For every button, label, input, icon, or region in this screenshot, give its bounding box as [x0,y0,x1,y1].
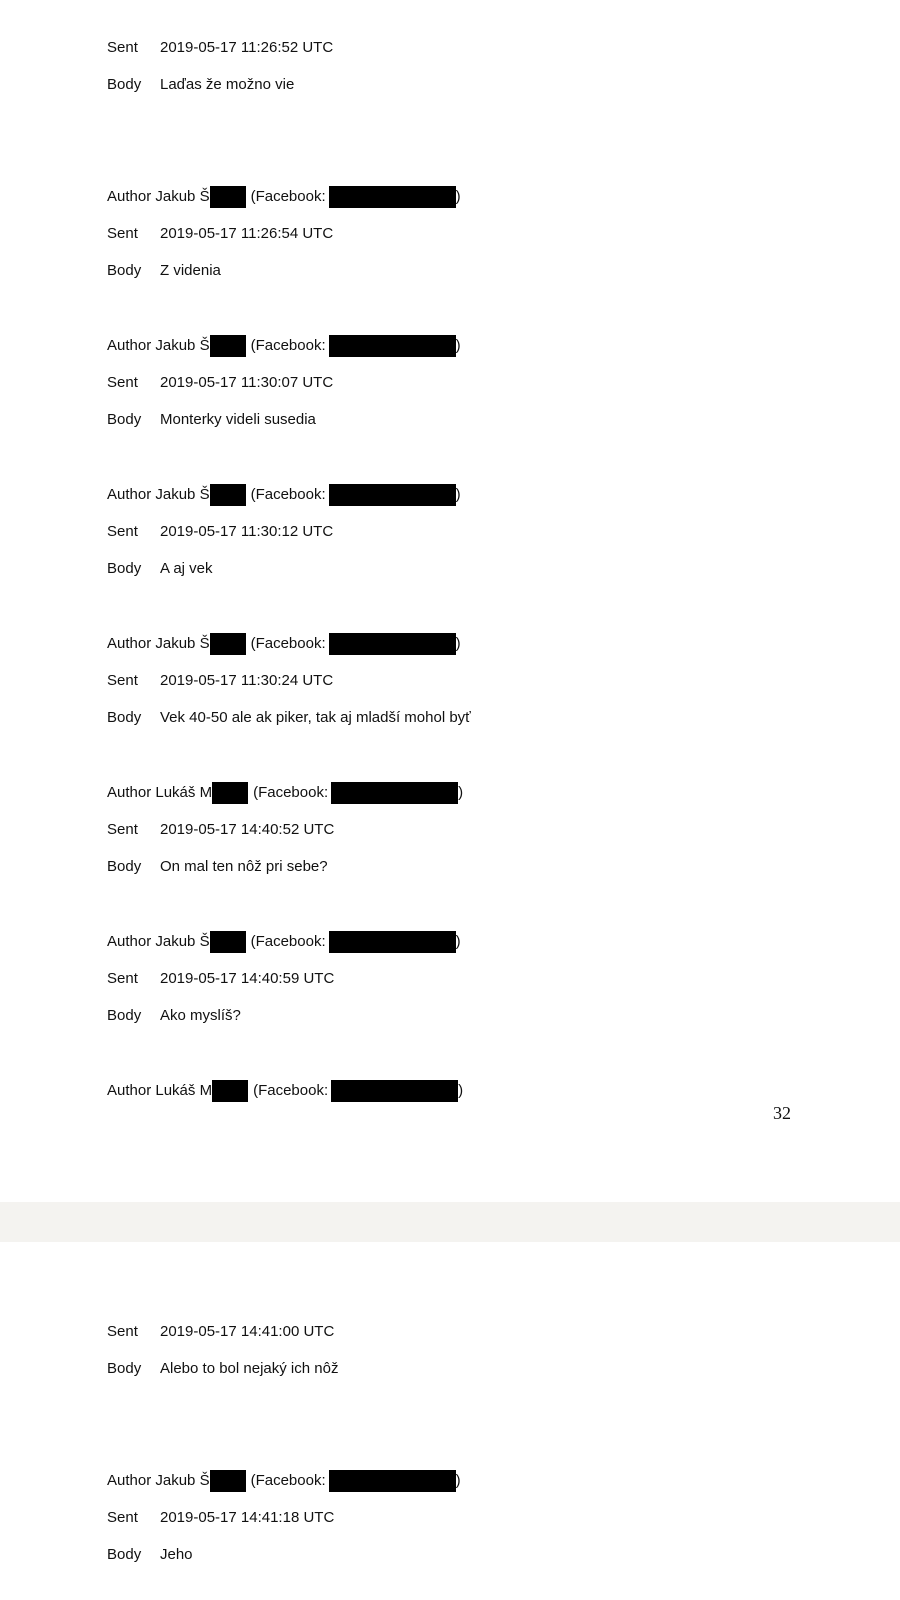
sent-label: Sent [107,970,138,987]
message-sent-row [107,1321,334,1343]
message-body: A aj vek [160,560,213,577]
message-body-row [107,409,316,431]
facebook-prefix: (Facebook: [250,933,326,950]
facebook-suffix: ) [455,1472,461,1489]
sent-timestamp: 2019-05-17 14:40:52 UTC [160,821,335,838]
author-name: Jakub Š [155,635,210,652]
author-label: Author [107,1082,152,1099]
sent-timestamp: 2019-05-17 11:26:52 UTC [160,39,334,56]
sent-timestamp: 2019-05-17 11:26:54 UTC [160,225,334,242]
message-body: Vek 40-50 ale ak piker, tak aj mladší mohol byť [160,709,471,726]
facebook-suffix: ) [458,784,464,801]
facebook-prefix: (Facebook: [250,486,326,503]
author-name: Lukáš M [155,1082,213,1099]
redaction-box [329,633,456,655]
message-body: Z videnia [160,262,221,279]
message-sent-row [107,223,333,245]
author-label: Author [107,188,152,205]
author-name: Jakub Š [155,933,210,950]
facebook-prefix: (Facebook: [250,1472,326,1489]
message-body: Laďas že možno vie [160,76,295,93]
author-name: Jakub Š [155,337,210,354]
body-label: Body [107,76,142,93]
body-label: Body [107,411,142,428]
message-author-row [107,633,461,655]
message-author-row [107,1080,463,1102]
redaction-box [210,633,246,655]
message-body: Monterky videli susedia [160,411,316,428]
message-author-row [107,186,461,208]
sent-label: Sent [107,523,138,540]
sent-timestamp: 2019-05-17 14:41:00 UTC [160,1323,335,1340]
author-label: Author [107,784,152,801]
message-body-row [107,558,213,580]
sent-label: Sent [107,821,138,838]
redaction-box [329,335,456,357]
author-name: Jakub Š [155,486,210,503]
facebook-prefix: (Facebook: [253,784,329,801]
message-sent-row [107,968,334,990]
message-body: Alebo to bol nejaký ich nôž [160,1360,339,1377]
message-body: Jeho [160,1546,193,1563]
message-body: Ako myslíš? [160,1007,241,1024]
message-body-row [107,1544,193,1566]
facebook-prefix: (Facebook: [250,337,326,354]
facebook-suffix: ) [458,1082,464,1099]
message-body-row [107,74,294,96]
redaction-box [210,186,246,208]
redaction-box [210,484,246,506]
message-sent-row [107,37,333,59]
sent-label: Sent [107,374,138,391]
sent-label: Sent [107,672,138,689]
author-name: Jakub Š [155,1472,210,1489]
redaction-box [212,1080,248,1102]
message-author-row [107,484,461,506]
redaction-box [329,186,456,208]
message-body-row [107,856,328,878]
facebook-suffix: ) [455,486,461,503]
sent-timestamp: 2019-05-17 11:30:24 UTC [160,672,334,689]
author-name: Jakub Š [155,188,210,205]
sent-label: Sent [107,225,138,242]
redaction-box [329,484,456,506]
body-label: Body [107,858,142,875]
redaction-box [331,1080,458,1102]
redaction-box [329,1470,456,1492]
body-label: Body [107,560,142,577]
author-label: Author [107,337,152,354]
body-label: Body [107,1360,142,1377]
message-body-row [107,260,221,282]
body-label: Body [107,709,142,726]
message-body-row [107,1005,241,1027]
message-author-row [107,1470,461,1492]
message-author-row [107,335,461,357]
redaction-box [331,782,458,804]
sent-label: Sent [107,39,138,56]
message-author-row [107,782,463,804]
sent-timestamp: 2019-05-17 11:30:12 UTC [160,523,334,540]
redaction-box [329,931,456,953]
redaction-box [210,931,246,953]
author-label: Author [107,1472,152,1489]
document-page-2 [0,1242,900,1600]
message-sent-row [107,521,333,543]
author-label: Author [107,933,152,950]
facebook-prefix: (Facebook: [253,1082,329,1099]
facebook-suffix: ) [455,933,461,950]
body-label: Body [107,1007,142,1024]
facebook-suffix: ) [455,337,461,354]
message-body: On mal ten nôž pri sebe? [160,858,328,875]
facebook-suffix: ) [455,188,461,205]
sent-timestamp: 2019-05-17 14:40:59 UTC [160,970,335,987]
message-sent-row [107,819,334,841]
message-sent-row [107,670,333,692]
author-label: Author [107,635,152,652]
sent-timestamp: 2019-05-17 11:30:07 UTC [160,374,334,391]
author-label: Author [107,486,152,503]
message-author-row [107,931,461,953]
body-label: Body [107,262,142,279]
facebook-suffix: ) [455,635,461,652]
body-label: Body [107,1546,142,1563]
message-body-row [107,1358,338,1380]
sent-timestamp: 2019-05-17 14:41:18 UTC [160,1509,335,1526]
message-sent-row [107,372,333,394]
author-name: Lukáš M [155,784,213,801]
message-sent-row [107,1507,334,1529]
message-body-row [107,707,471,729]
redaction-box [210,1470,246,1492]
redaction-box [210,335,246,357]
sent-label: Sent [107,1509,138,1526]
facebook-prefix: (Facebook: [250,188,326,205]
facebook-prefix: (Facebook: [250,635,326,652]
page-number: 32 [773,1103,791,1123]
redaction-box [212,782,248,804]
sent-label: Sent [107,1323,138,1340]
page-separator [0,1202,900,1242]
